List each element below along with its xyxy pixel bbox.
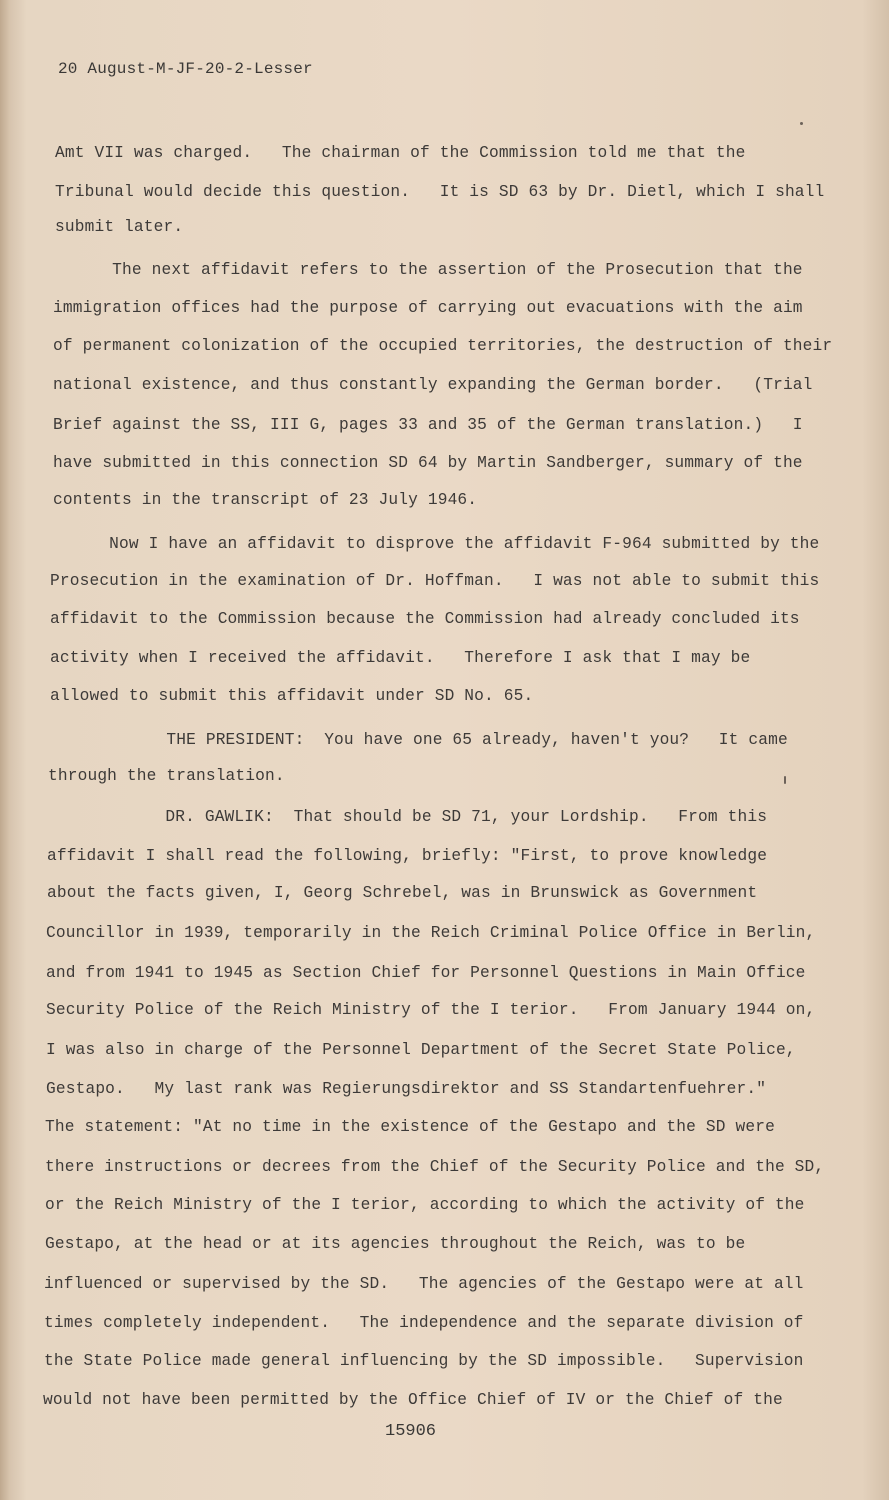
text-line: through the translation. <box>48 767 285 785</box>
text-line: Prosecution in the examination of Dr. Hoffman. I was not able to submit this <box>50 572 820 590</box>
text-line: The statement: "At no time in the existence of the Gestapo and the SD were <box>45 1118 775 1136</box>
text-line: or the Reich Ministry of the I terior, according to which the activity of the <box>45 1196 805 1214</box>
text-line: national existence, and thus constantly expanding the German border. (Trial <box>53 376 813 394</box>
text-line: Security Police of the Reich Ministry of the I terior. From January 1944 on, <box>46 1001 816 1019</box>
text-line: of permanent colonization of the occupied territories, the destruction of their <box>53 337 833 355</box>
text-line: DR. GAWLIK: That should be SD 71, your Lordship. From this <box>47 808 768 826</box>
text-line: affidavit to the Commission because the Commission had already concluded its <box>50 610 800 628</box>
text-line: Tribunal would decide this question. It is SD 63 by Dr. Dietl, which I shall <box>55 183 825 201</box>
text-line: immigration offices had the purpose of carrying out evacuations with the aim <box>53 299 803 317</box>
text-line: would not have been permitted by the Office Chief of IV or the Chief of the <box>43 1391 783 1409</box>
paper-speck <box>800 122 803 125</box>
text-line: I was also in charge of the Personnel Department of the Secret State Police, <box>46 1041 796 1059</box>
text-line: about the facts given, I, Georg Schrebel, was in Brunswick as Government <box>47 884 758 902</box>
text-line: submit later. <box>55 218 184 236</box>
text-line: Now I have an affidavit to disprove the affidavit F-964 submitted by the <box>50 535 820 553</box>
text-line: there instructions or decrees from the Chief of the Security Police and the SD, <box>45 1158 825 1176</box>
page-edge <box>0 0 10 1500</box>
text-line: affidavit I shall read the following, briefly: "First, to prove knowledge <box>47 847 768 865</box>
text-line: Councillor in 1939, temporarily in the Reich Criminal Police Office in Berlin, <box>46 924 816 942</box>
text-line: have submitted in this connection SD 64 by Martin Sandberger, summary of the <box>53 454 803 472</box>
text-line: Gestapo. My last rank was Regierungsdirektor and SS Standartenfuehrer." <box>46 1080 767 1098</box>
paper-speck <box>784 776 786 784</box>
text-line: Amt VII was charged. The chairman of the Commission told me that the <box>55 144 746 162</box>
text-line: allowed to submit this affidavit under SD No. 65. <box>50 687 534 705</box>
text-line: activity when I received the affidavit. Therefore I ask that I may be <box>50 649 751 667</box>
text-line: the State Police made general influencing by the SD impossible. Supervision <box>44 1352 804 1370</box>
text-line: and from 1941 to 1945 as Section Chief for Personnel Questions in Main Office <box>46 964 806 982</box>
text-line: The next affidavit refers to the assertion of the Prosecution that the <box>53 261 803 279</box>
text-line: contents in the transcript of 23 July 1946. <box>53 491 478 509</box>
text-line: THE PRESIDENT: You have one 65 already, haven't you? It came <box>48 731 788 749</box>
text-line: Brief against the SS, III G, pages 33 and 35 of the German translation.) I <box>53 416 803 434</box>
text-line: Gestapo, at the head or at its agencies throughout the Reich, was to be <box>45 1235 746 1253</box>
page-number: 15906 <box>385 1422 437 1441</box>
text-line: times completely independent. The independence and the separate division of <box>44 1314 804 1332</box>
text-line: influenced or supervised by the SD. The agencies of the Gestapo were at all <box>44 1275 804 1293</box>
document-header: 20 August-M-JF-20-2-Lesser <box>58 60 313 78</box>
